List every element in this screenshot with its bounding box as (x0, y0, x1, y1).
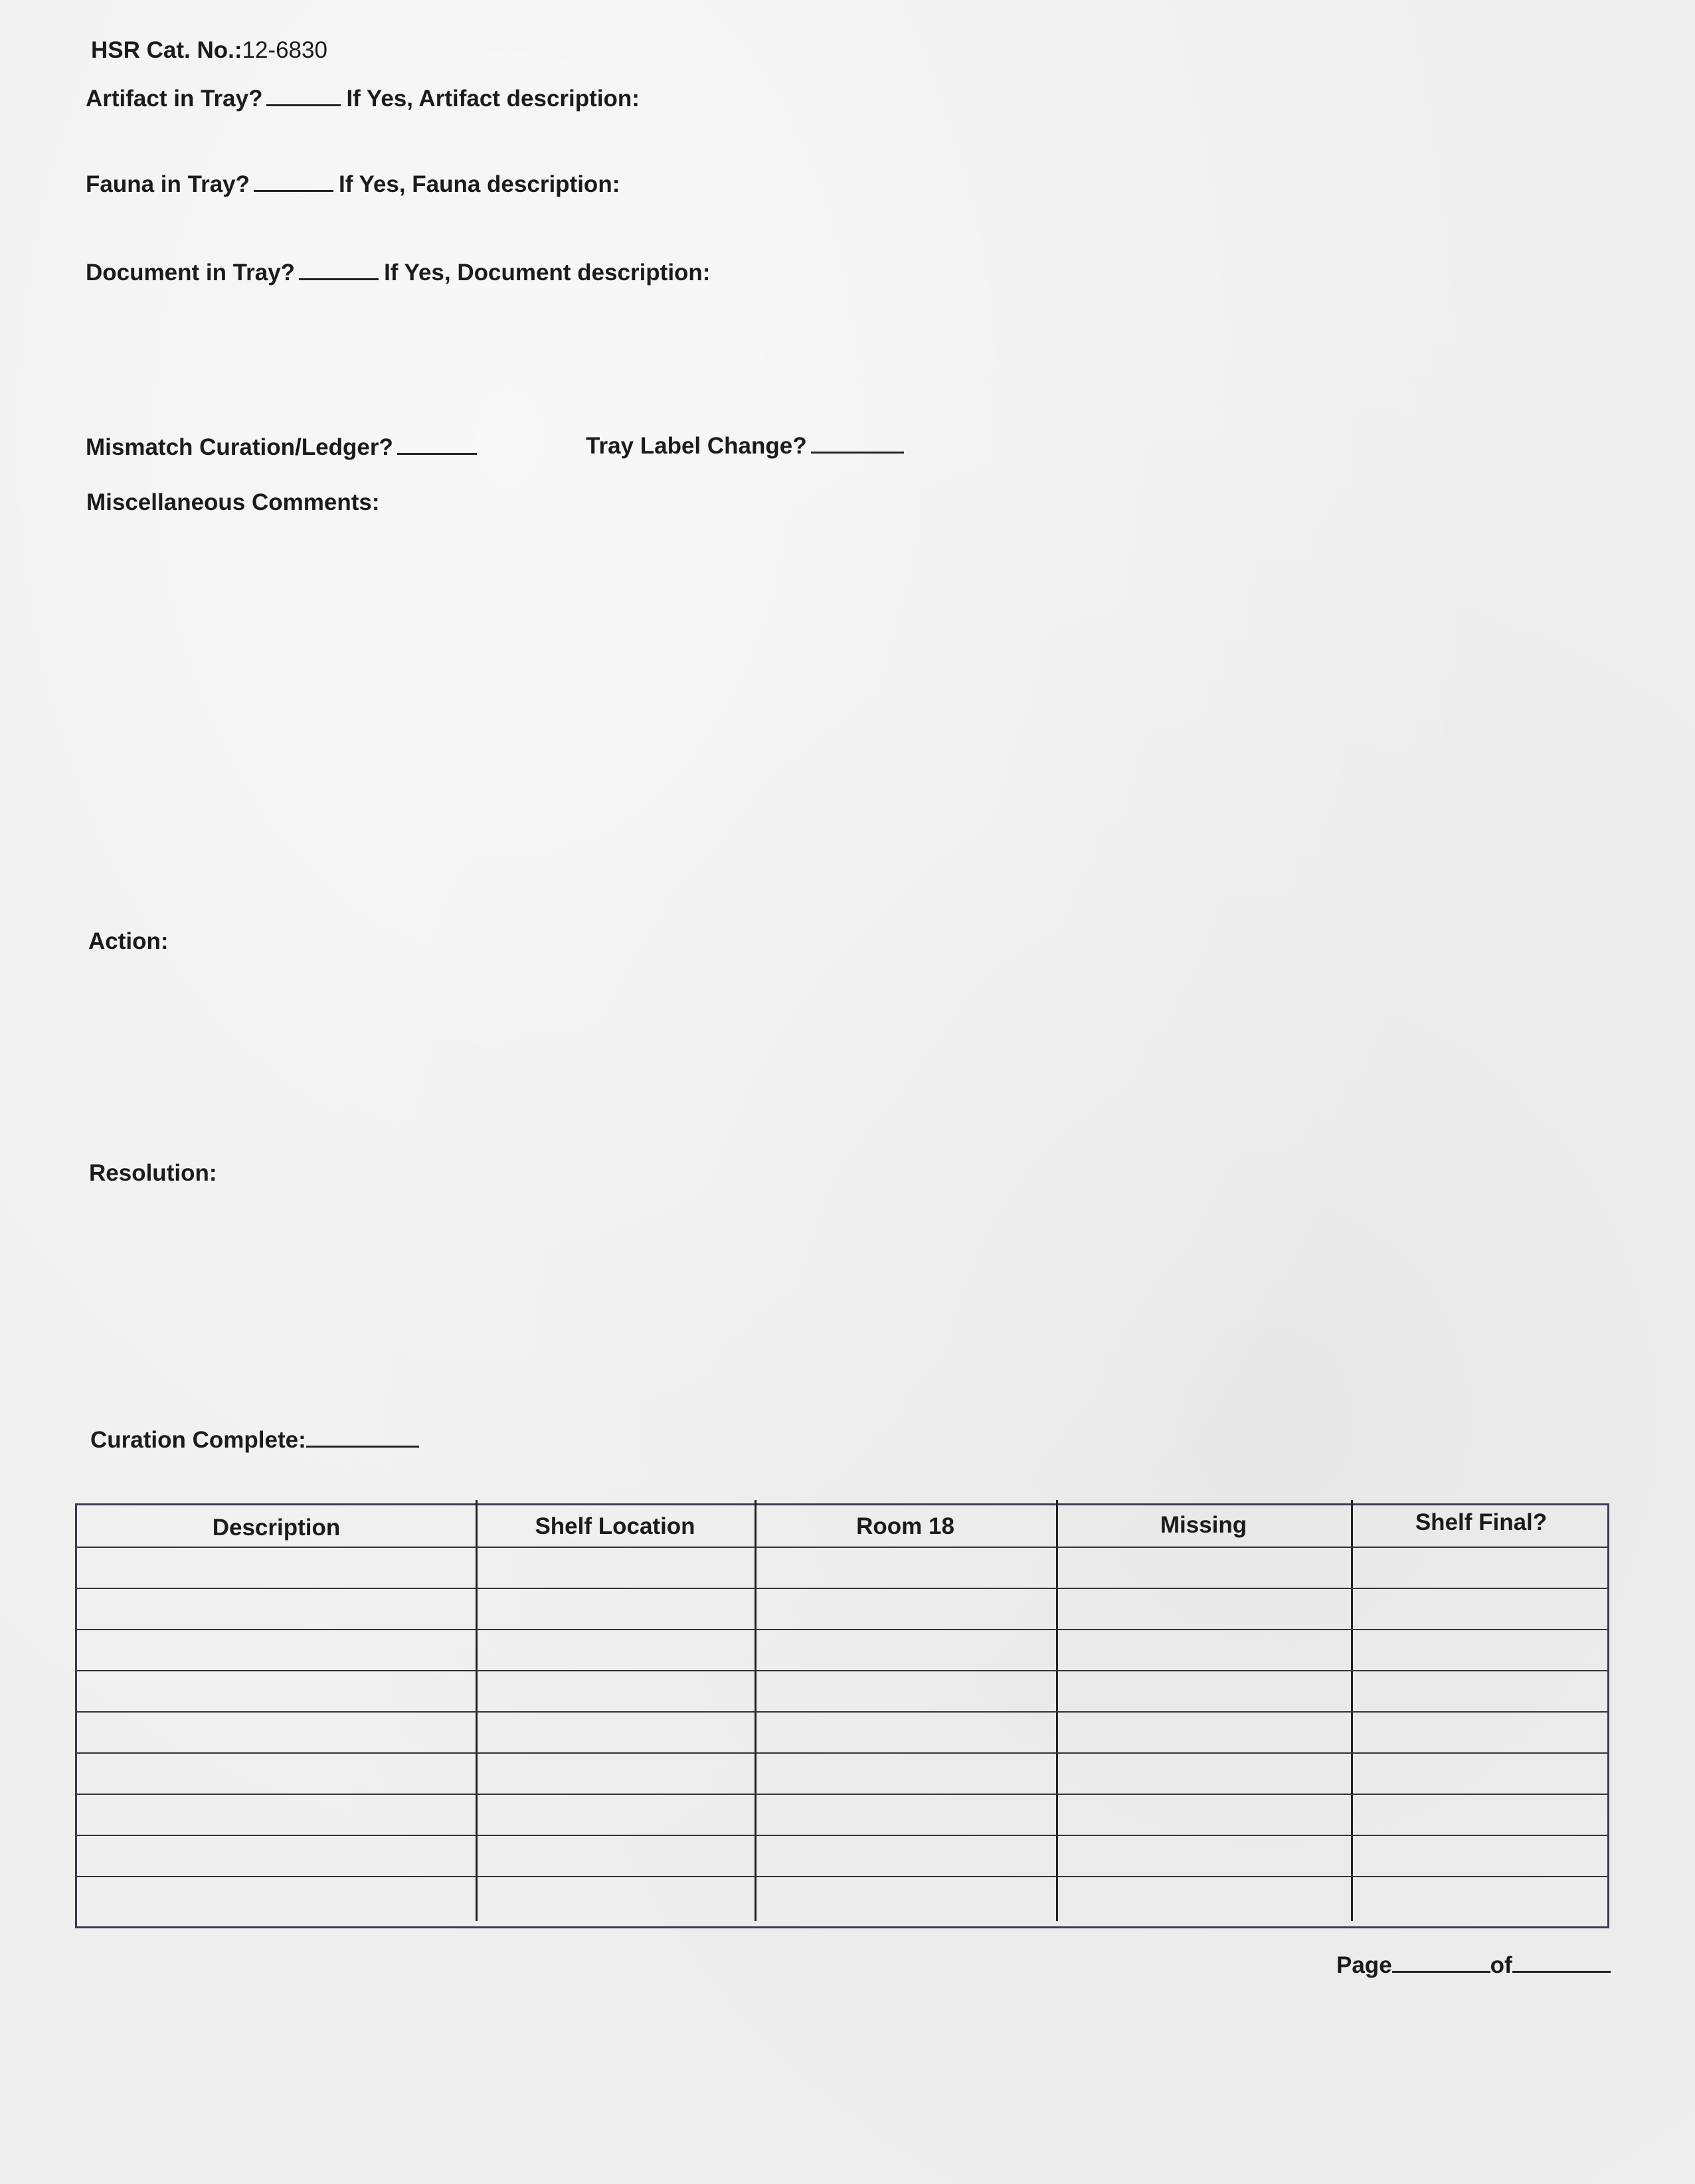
document-answer-blank[interactable] (299, 258, 379, 280)
curation-complete-blank[interactable] (306, 1426, 419, 1448)
resolution-label: Resolution: (89, 1160, 217, 1186)
catalog-number-value: 12-6830 (242, 37, 327, 63)
fauna-answer-blank[interactable] (254, 170, 333, 192)
column-divider (476, 1500, 478, 1921)
fauna-line (86, 170, 620, 196)
page-label: Page (1336, 1952, 1392, 1978)
table-row-divider (77, 1588, 1607, 1589)
artifact-line (86, 84, 640, 110)
page-total-blank[interactable] (1512, 1951, 1611, 1973)
curation-complete-label: Curation Complete: (90, 1427, 306, 1453)
column-header-shelf-final: Shelf Final? (1415, 1509, 1548, 1535)
document-line (86, 258, 710, 284)
column-header-shelf-location: Shelf Location (535, 1513, 695, 1539)
catalog-number-line (91, 39, 327, 62)
column-header-missing: Missing (1160, 1512, 1247, 1538)
artifact-answer-blank[interactable] (266, 84, 341, 106)
fauna-description-label: If Yes, Fauna description: (339, 171, 620, 197)
fauna-question: Fauna in Tray? (86, 171, 250, 197)
column-divider (1056, 1500, 1058, 1921)
column-header-room-18: Room 18 (856, 1513, 954, 1539)
mismatch-question: Mismatch Curation/Ledger? (86, 434, 393, 460)
mismatch-answer-blank[interactable] (397, 433, 477, 455)
inventory-table (75, 1503, 1609, 1928)
table-row-divider (77, 1794, 1607, 1795)
document-description-label: If Yes, Document description: (384, 260, 711, 286)
tray-label-line (586, 432, 909, 458)
mismatch-line (86, 433, 482, 459)
action-label: Action: (88, 928, 169, 954)
column-header-description: Description (212, 1515, 341, 1541)
page-number-blank[interactable] (1392, 1951, 1490, 1973)
tray-label-answer-blank[interactable] (811, 432, 904, 454)
table-row-divider (77, 1670, 1607, 1671)
table-row-divider (77, 1547, 1607, 1548)
table-row-divider (77, 1752, 1607, 1754)
artifact-question: Artifact in Tray? (86, 86, 263, 112)
catalog-number-label: HSR Cat. No.: (91, 37, 242, 63)
artifact-description-label: If Yes, Artifact description: (346, 86, 640, 112)
document-question: Document in Tray? (86, 260, 296, 286)
column-divider (755, 1500, 757, 1921)
page-count-line (1336, 1951, 1611, 1977)
table-row-divider (77, 1711, 1607, 1713)
misc-comments-label: Miscellaneous Comments: (86, 489, 380, 515)
of-label: of (1490, 1952, 1512, 1978)
table-row-divider (77, 1835, 1607, 1836)
table-row-divider (77, 1876, 1607, 1877)
tray-label-question: Tray Label Change? (586, 433, 807, 459)
curation-complete-line (90, 1426, 419, 1452)
column-divider (1351, 1500, 1353, 1921)
table-row-divider (77, 1629, 1607, 1630)
